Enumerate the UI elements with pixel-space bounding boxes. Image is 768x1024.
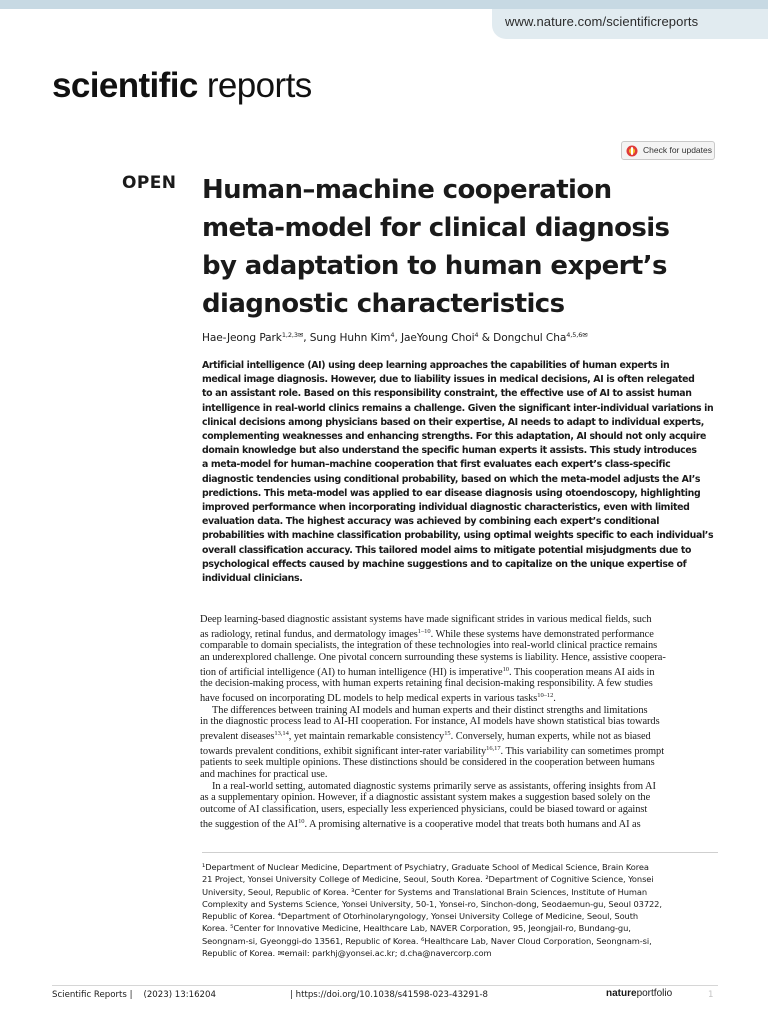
abstract-line: clinical decisions among physicians based on their expertise, AI needs to adapt to individual experts, [202,416,704,428]
citation-link[interactable]: 10 [502,665,509,673]
affiliation-line: 21 Project, Yonsei University College of Medicine, Seoul, South Korea. ²Department of Cognitive Science, Yonsei [202,874,654,885]
body-text-segment: the decision-making process, with human experts retaining final decision-making responsibility. A few studies [200,678,653,690]
abstract-line: predictions. This meta-model was applied to ear disease diagnosis using otoendoscopy, highlighting [202,487,701,499]
citation-link[interactable]: 16,17 [486,744,501,752]
body-line [200,728,718,743]
body-text-segment: . While these systems have demonstrated performance [430,628,654,640]
article-title [202,171,722,323]
abstract-line: individual clinicians. [202,573,303,585]
journal-name-light: reports [197,66,312,105]
title-line: by adaptation to human expert’s [202,251,667,281]
journal-name-bold: scientific [52,66,198,105]
journal-url[interactable]: www.nature.com/scientificreports [505,14,699,29]
abstract [202,359,718,586]
body-line [200,652,718,664]
top-color-strip [0,0,768,9]
body-text-segment: outcome of AI classification, users, especially less experienced physicians, could be biased toward or against [200,803,648,815]
crossmark-icon [626,145,638,157]
author-separator: , [303,332,310,344]
body-text-segment: as radiology, retinal fundus, and dermatology images [200,628,418,640]
affiliations [202,861,718,959]
abstract-line: medical image diagnosis. However, due to liability issues in medical decisions, AI is often relegated [202,374,695,386]
abstract-line: a meta-model for human–machine cooperation that first evaluates each expert’s class-specific [202,459,671,471]
body-line [200,769,718,781]
check-for-updates-button[interactable] [621,141,715,160]
body-line [200,743,718,758]
affiliation-line: Complexity and Systems Science, Yonsei University, 50-1, Yonsei-ro, Sinchon-dong, Seodaemun-gu, Seoul 03722, [202,898,662,909]
abstract-line: domain knowledge but also understand the specific human experts it assists. This study introduces [202,445,697,457]
title-line: diagnostic characteristics [202,289,565,319]
abstract-line: overall classification accuracy. This tailored model aims to mitigate potential misjudgments due to [202,544,692,556]
footer-volume: (2023) 13:16204 [143,990,216,1000]
footer-journal: Scientific Reports | [52,990,133,1000]
body-text-segment: towards prevalent conditions, exhibit significant inter-rater variability [200,745,487,757]
open-access-label: OPEN [122,173,177,193]
body-line [200,690,718,705]
abstract-line: probabilities with machine classification probability, using optimal weights specific to each individual’s [202,530,714,542]
body-text-segment: prevalent diseases [200,730,275,742]
author-affiliation-marker: 4 [474,331,479,339]
abstract-line: complementing weaknesses and enhancing strengths. For this adaptation, AI should not only acquire [202,431,706,443]
body-text-segment: . This cooperation means AI aids in [508,666,655,678]
abstract-line: Artificial intelligence (AI) using deep learning approaches the capabilities of human experts in [202,360,670,371]
affiliation-line: Republic of Korea. ✉email: parkhj@yonsei.ac.kr; d.cha@navercorp.com [202,948,492,959]
author-name[interactable]: Dongchul Cha [493,332,567,344]
abstract-line: improved performance when incorporating individual diagnostic characteristics, even with limited [202,502,690,514]
publisher-logo [606,988,672,999]
footer-doi[interactable]: | https://doi.org/10.1038/s41598-023-43291-8 [290,990,489,1000]
author-name[interactable]: Hae-Jeong Park [202,332,282,344]
page-number: 1 [708,990,714,1000]
body-text-segment: . This variability can sometimes prompt [500,745,665,757]
top-bar [0,0,768,42]
body-line [200,816,718,831]
body-text-segment: patients to seek multiple opinions. These distinctions should be considered in the cooperation between humans [200,757,655,769]
citation-link[interactable]: 15 [444,729,451,737]
affiliation-line: Republic of Korea. ⁴Department of Otorhinolaryngology, Yonsei University College of Medicine, Seoul, South [202,911,639,922]
body-line [200,781,718,793]
abstract-line: diagnostic tendencies using conditional probability, based on which the meta-model adjusts the AI’s [202,473,701,485]
title-line: meta-model for clinical diagnosis [202,213,670,243]
body-text-segment: in the diagnostic process lead to AI-HI cooperation. For instance, AI models have shown statistical bias towards [200,716,660,728]
body-line [200,640,718,652]
author-list [202,331,588,344]
citation-link[interactable]: 10 [298,817,305,825]
author-affiliation-marker: 4,5,6✉ [566,331,588,339]
body-text-segment: comparable to domain specialists, the integration of these technologies into real-world clinical practice remains [200,640,658,652]
author-affiliation-marker: 4 [390,331,395,339]
journal-logo[interactable] [52,66,312,106]
affiliation-line: Seongnam-si, Gyeonggi-do 13561, Republic of Korea. ⁶Healthcare Lab, Naver Cloud Corporation, Seongnam-si, [202,935,652,946]
body-line [200,757,718,769]
footer-divider [52,985,718,986]
affiliations-divider [202,852,718,853]
body-text-segment: and machines for practical use. [200,768,328,780]
citation-link[interactable]: 13,14 [274,729,289,737]
abstract-line: to an assistant role. Based on this responsibility constraint, the effective use of AI to assist human [202,388,692,400]
body-text-segment: Deep learning-based diagnostic assistant systems have made significant strides in various medical fields, such [200,614,652,625]
body-line [200,792,718,804]
author-separator: , [394,332,401,344]
abstract-line: intelligence in real-world clinics remains a challenge. Given the significant inter-individual variations in [202,402,714,414]
body-line [200,804,718,816]
author-separator: & [478,332,494,344]
title-line: Human–machine cooperation [202,175,612,205]
body-line [200,664,718,679]
citation-link[interactable]: 10–12 [537,691,554,699]
abstract-line: evaluation data. The highest accuracy was achieved by combining each expert’s conditional [202,516,660,528]
citation-link[interactable]: 1–10 [417,627,431,635]
author-affiliation-marker: 1,2,3✉ [281,331,304,339]
body-text-segment: as a supplementary opinion. However, if a diagnostic assistant system makes a suggestion based solely on the [200,792,651,804]
body-line [200,705,718,717]
body-text-segment: . Conversely, human experts, while not as biased [450,730,651,742]
body-text-segment: . [553,692,556,704]
affiliation-line: Korea. ⁵Center for Innovative Medicine, Healthcare Lab, NAVER Corporation, 95, Jeongjail-ro, Bundang-gu, [202,923,631,934]
publisher-name-bold: nature [606,988,637,999]
publisher-name-light: portfolio [636,988,673,999]
body-text-segment: . A promising alternative is a cooperative model that treats both humans and AI as [304,818,641,830]
body-text-segment: In a real-world setting, automated diagnostic systems primarily serve as assistants, offering insights from AI [212,780,656,792]
body-line [200,678,718,690]
check-for-updates-label: Check for updates [643,145,712,155]
body-text-segment: the suggestion of the AI [200,818,299,830]
body-text-segment: tion of artificial intelligence (AI) to human intelligence (HI) is imperative [200,666,503,678]
footer-citation [52,990,216,1000]
body-text-segment: , yet maintain remarkable consistency [288,730,445,742]
body-line [200,716,718,728]
abstract-line: psychological effects caused by machine suggestions and to capitalize on the unique expertise of [202,558,687,570]
body-line [200,614,718,626]
body-text-segment: The differences between training AI models and human experts and their distinct strengths and limitations [212,704,648,716]
author-name[interactable]: Sung Huhn Kim [309,332,391,344]
affiliation-line: University, Seoul, Republic of Korea. ³Center for Systems and Translational Brain Sciences, Institute of Human [202,886,648,897]
affiliation-line: ¹Department of Nuclear Medicine, Department of Psychiatry, Graduate School of Medical Science, Brain Korea [202,862,649,872]
body-line [200,626,718,641]
author-name[interactable]: JaeYoung Choi [400,332,475,344]
body-text-segment: an underexplored challenge. One pivotal concern surrounding these systems is liability. Hence, assistive coopera- [200,651,666,663]
body-text [200,614,718,830]
body-text-segment: have focused on incorporating DL models to help medical experts in various tasks [200,692,538,704]
